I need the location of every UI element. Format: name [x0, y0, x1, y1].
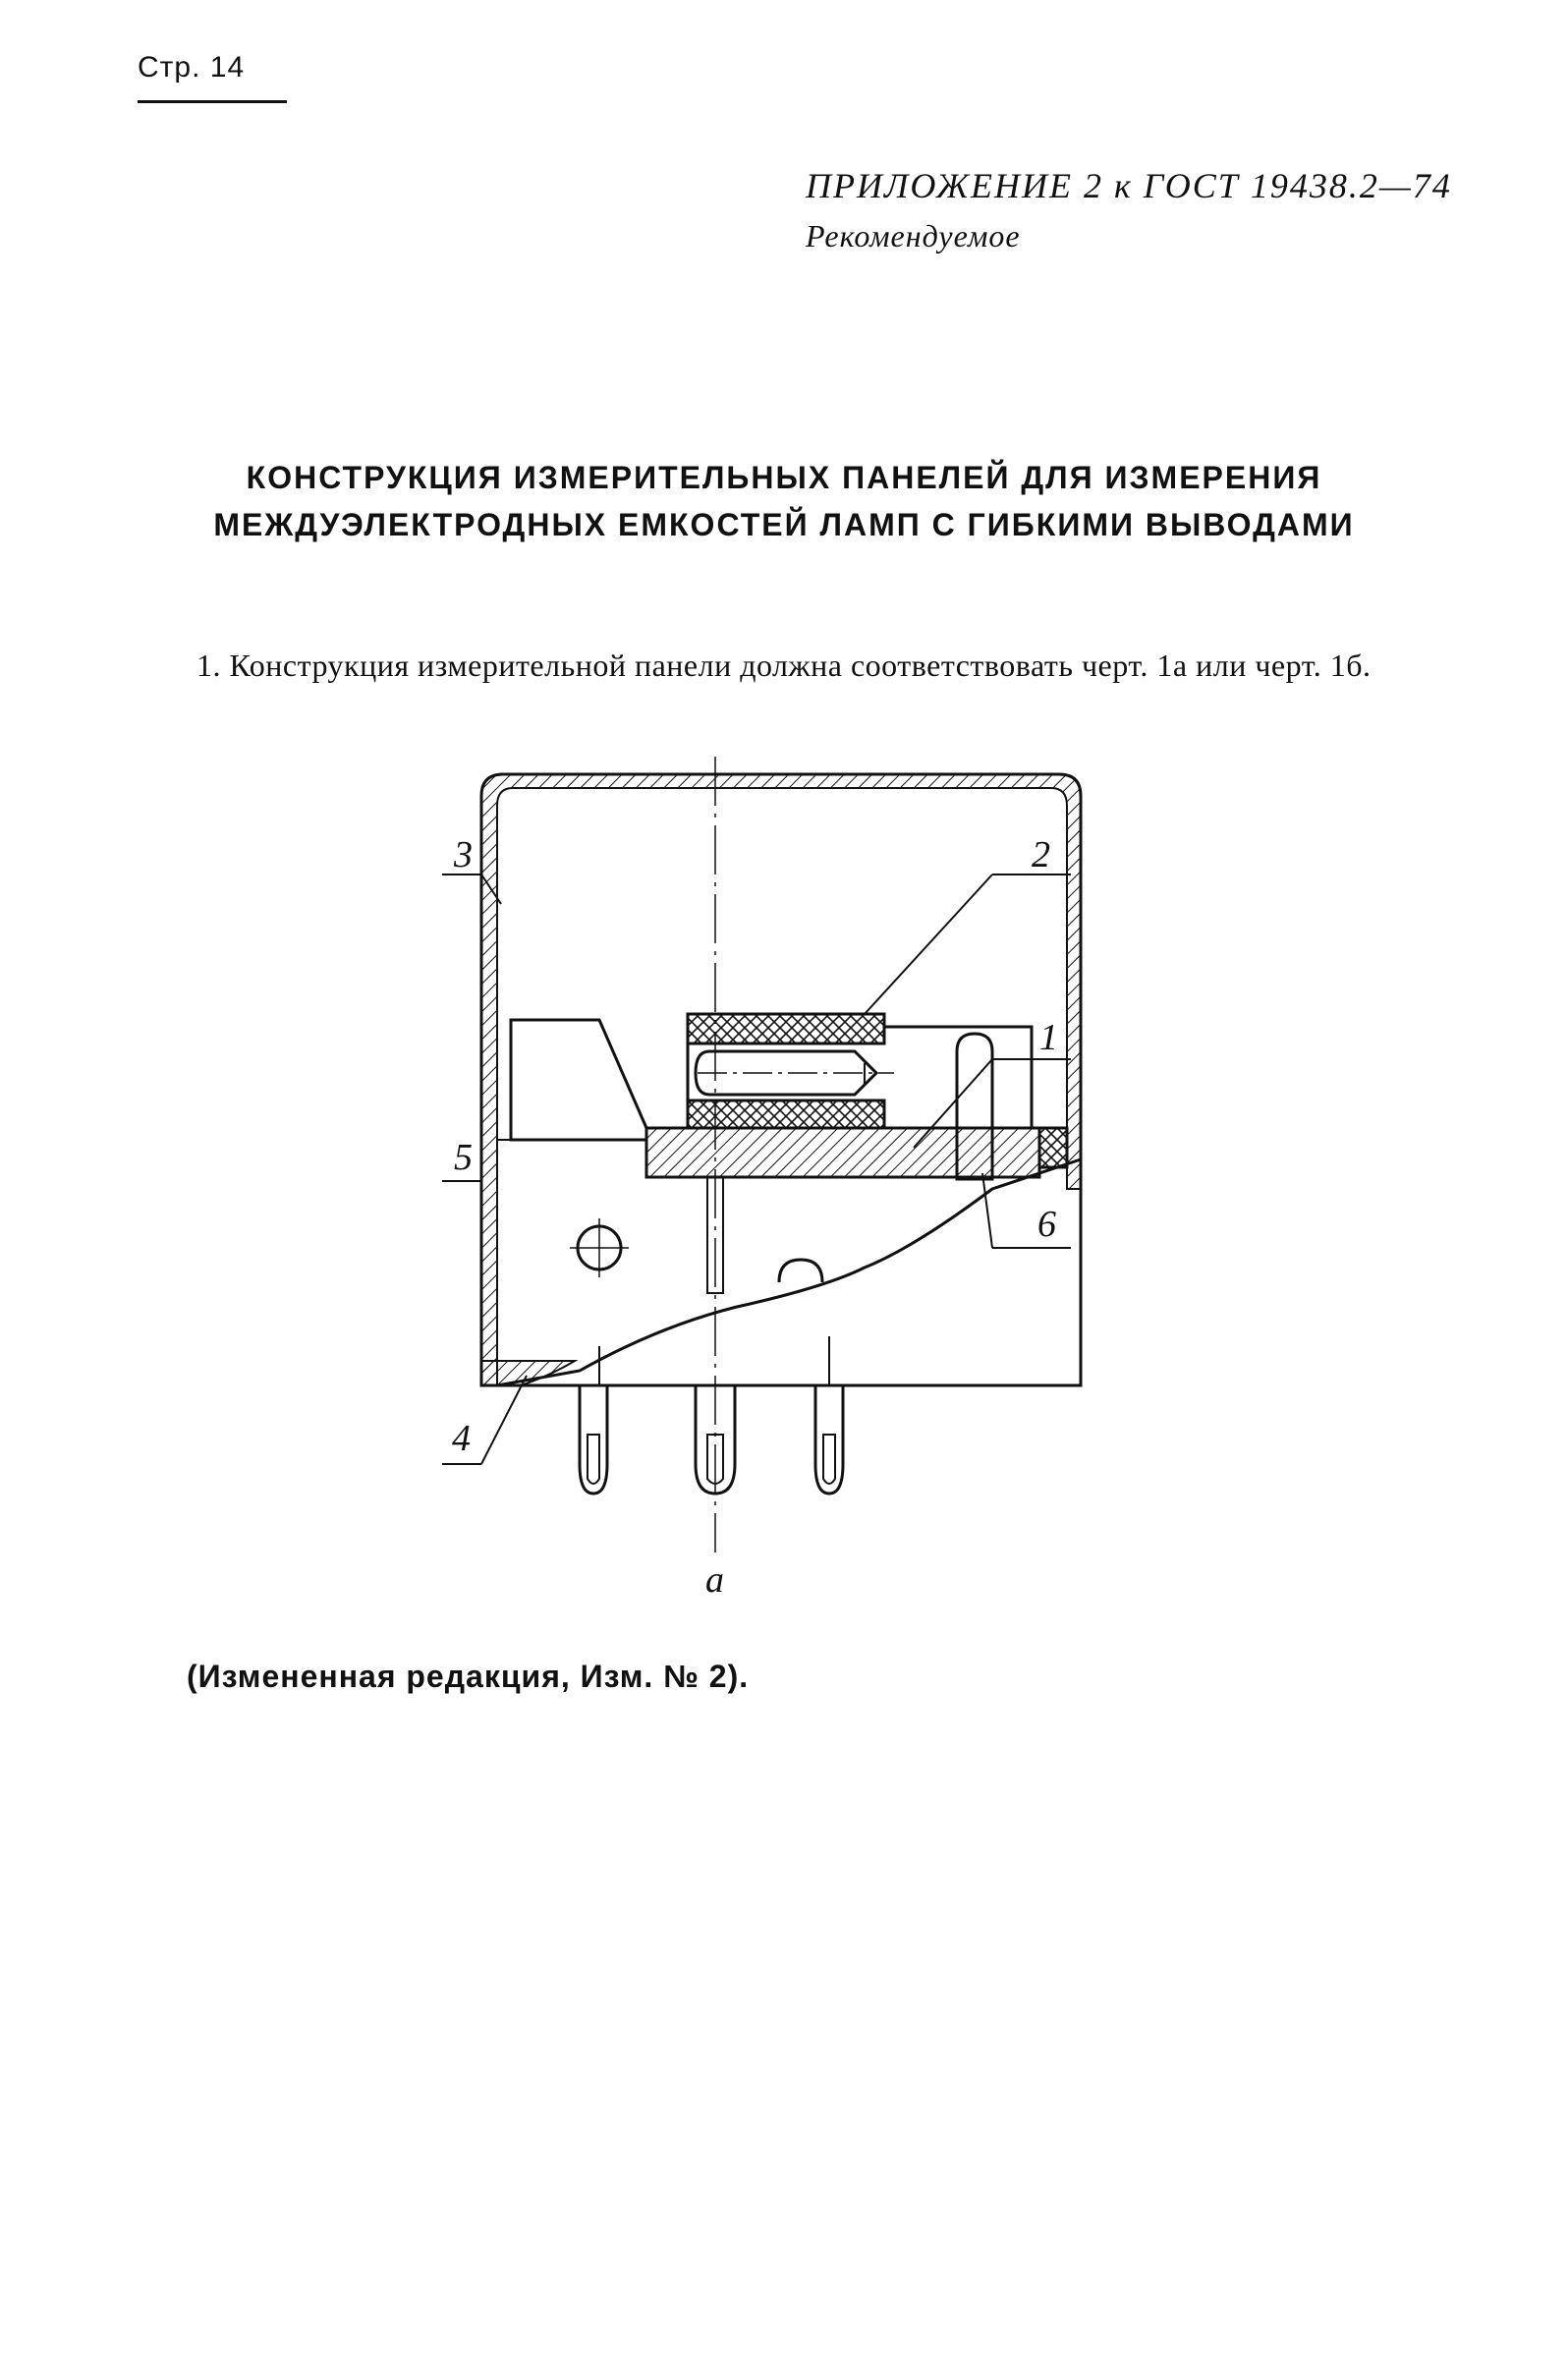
cutaway-line [497, 1159, 1081, 1385]
amendment-note: (Измененная редакция, Изм. № 2). [187, 1659, 750, 1694]
callout-1: 1 [1039, 1017, 1058, 1058]
base-plate-1 [646, 1128, 1039, 1177]
document-title-line-2: МЕЖДУЭЛЕКТРОДНЫХ ЕМКОСТЕЙ ЛАМП С ГИБКИМИ ВЫВОДАМИ [213, 507, 1355, 542]
appendix-heading: ПРИЛОЖЕНИЕ 2 к ГОСТ 19438.2—74 [806, 166, 1452, 205]
figure-caption: а [705, 1559, 724, 1601]
callout-3: 3 [454, 834, 473, 875]
paragraph-1: 1. Конструкция измерительной панели должна соответствовать черт. 1а или черт. 1б. [196, 648, 1372, 683]
callout-6: 6 [1037, 1204, 1056, 1245]
callout-5: 5 [454, 1137, 473, 1178]
document-title-line-1: КОНСТРУКЦИЯ ИЗМЕРИТЕЛЬНЫХ ПАНЕЛЕЙ ДЛЯ ИЗМЕРЕНИЯ [246, 460, 1322, 495]
page-number: Стр. 14 [138, 51, 246, 84]
tube-holder-bottom [688, 1100, 884, 1128]
callout-2: 2 [1032, 834, 1050, 875]
tube-holder-top [688, 1014, 884, 1043]
half-hole [779, 1260, 822, 1282]
panel-drawing [403, 757, 1228, 1621]
insulator-block [1039, 1128, 1067, 1167]
recommended-label: Рекомендуемое [806, 218, 1021, 254]
block-5 [511, 1020, 646, 1140]
pins [580, 1336, 843, 1494]
callout-4: 4 [452, 1418, 471, 1459]
page-number-underline [138, 100, 287, 103]
